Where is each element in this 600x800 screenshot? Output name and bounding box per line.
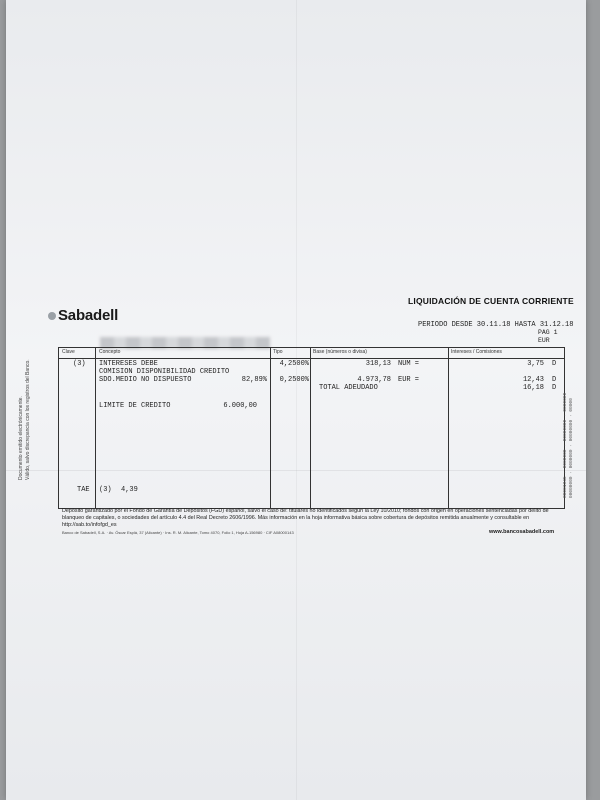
logo-text: Sabadell [58, 307, 119, 324]
row1-dc: D [552, 360, 557, 368]
row1-base: 318,13 [365, 360, 391, 368]
row3-base: 4.973,78 [357, 376, 391, 384]
header-tipo: Tipo [273, 349, 283, 355]
column-divider [270, 348, 271, 508]
side-note-line: Válido, salvo discrepancia con los registros del Banco. [25, 359, 31, 480]
header-base: Base (números o divisa) [313, 349, 367, 355]
row2-concepto: COMISION DISPONIBILIDAD CREDITO [99, 368, 230, 376]
tae-clave: (3) [99, 486, 112, 494]
document-title: LIQUIDACIÓN DE CUENTA CORRIENTE [408, 296, 574, 306]
tae-label: TAE [77, 486, 90, 494]
credit-limit-value: 6.000,00 [223, 402, 257, 410]
logo-mark-icon [48, 312, 56, 320]
side-reference-codes [563, 393, 575, 498]
column-divider [448, 348, 449, 508]
settlement-table [58, 347, 565, 509]
credit-limit-label: LIMITE DE CREDITO [99, 402, 171, 410]
header-concepto: Concepto [99, 349, 121, 355]
deposit-guarantee-notice: Depósito garantizado por el Fondo de Garantía de Depósitos (FGD) español, salvo el caso de: titulares no identificados según la Ley 10/2010; fondos con origen en operaciones sentenciadas por delito de blanqueo de capitales, o sociedades del artículo 4.4 del Real Decreto 2606/1996. Más información en la hoja informativa básica sobre cobertura de depósitos remitida anualmente y consultable en http://sab.to/infofgd_es [62, 508, 549, 528]
row3-importe: 12,43 [522, 376, 544, 384]
row1-tipo: 4,2500% [279, 360, 309, 368]
row1-clave: (3) [73, 360, 86, 368]
side-validation-note [18, 359, 32, 480]
column-divider [95, 348, 96, 508]
total-label: TOTAL ADEUDADO [319, 384, 378, 392]
row3-tipo: 0,2500% [279, 376, 309, 384]
row1-concepto: INTERESES DEBE [99, 360, 158, 368]
tae-value: 4,39 [121, 486, 138, 494]
row3-dc: D [552, 376, 557, 384]
row1-base-label: NUM = [398, 360, 420, 368]
header-divider [59, 358, 564, 359]
side-code-line: 00000000 · 0000000 · 00000000 · 00000 [569, 398, 574, 498]
row3-pct: 82,89% [241, 376, 267, 384]
bank-website: www.bancosabadell.com [489, 529, 555, 535]
header-intereses: Intereses / Comisiones [451, 349, 502, 355]
currency-label: EUR [538, 337, 550, 344]
total-importe: 16,18 [522, 384, 544, 392]
legal-footer: Banco de Sabadell, S.A. · Av. Óscar Esplá, 37 (Alicante) · Ins. R. M. Alicante, Tomo 4070, Folio 1, Hoja A-156980 · CIF A08000143 [62, 530, 294, 535]
side-note-line: Documento emitido electrónicamente. [18, 396, 24, 480]
row3-base-label: EUR = [398, 376, 420, 384]
row3-concepto: SDO.MEDIO NO DISPUESTO [99, 376, 192, 384]
period-range: PERIODO DESDE 30.11.18 HASTA 31.12.18 [418, 321, 574, 329]
total-dc: D [552, 384, 557, 392]
row1-importe: 3,75 [527, 360, 544, 368]
header-clave: Clave [62, 349, 75, 355]
column-divider [310, 348, 311, 508]
bank-logo [48, 307, 118, 324]
page-number: PAG 1 [538, 329, 558, 336]
side-code-line: 80001345 · 0000000 · 00000000 · 0000000 [563, 392, 568, 498]
